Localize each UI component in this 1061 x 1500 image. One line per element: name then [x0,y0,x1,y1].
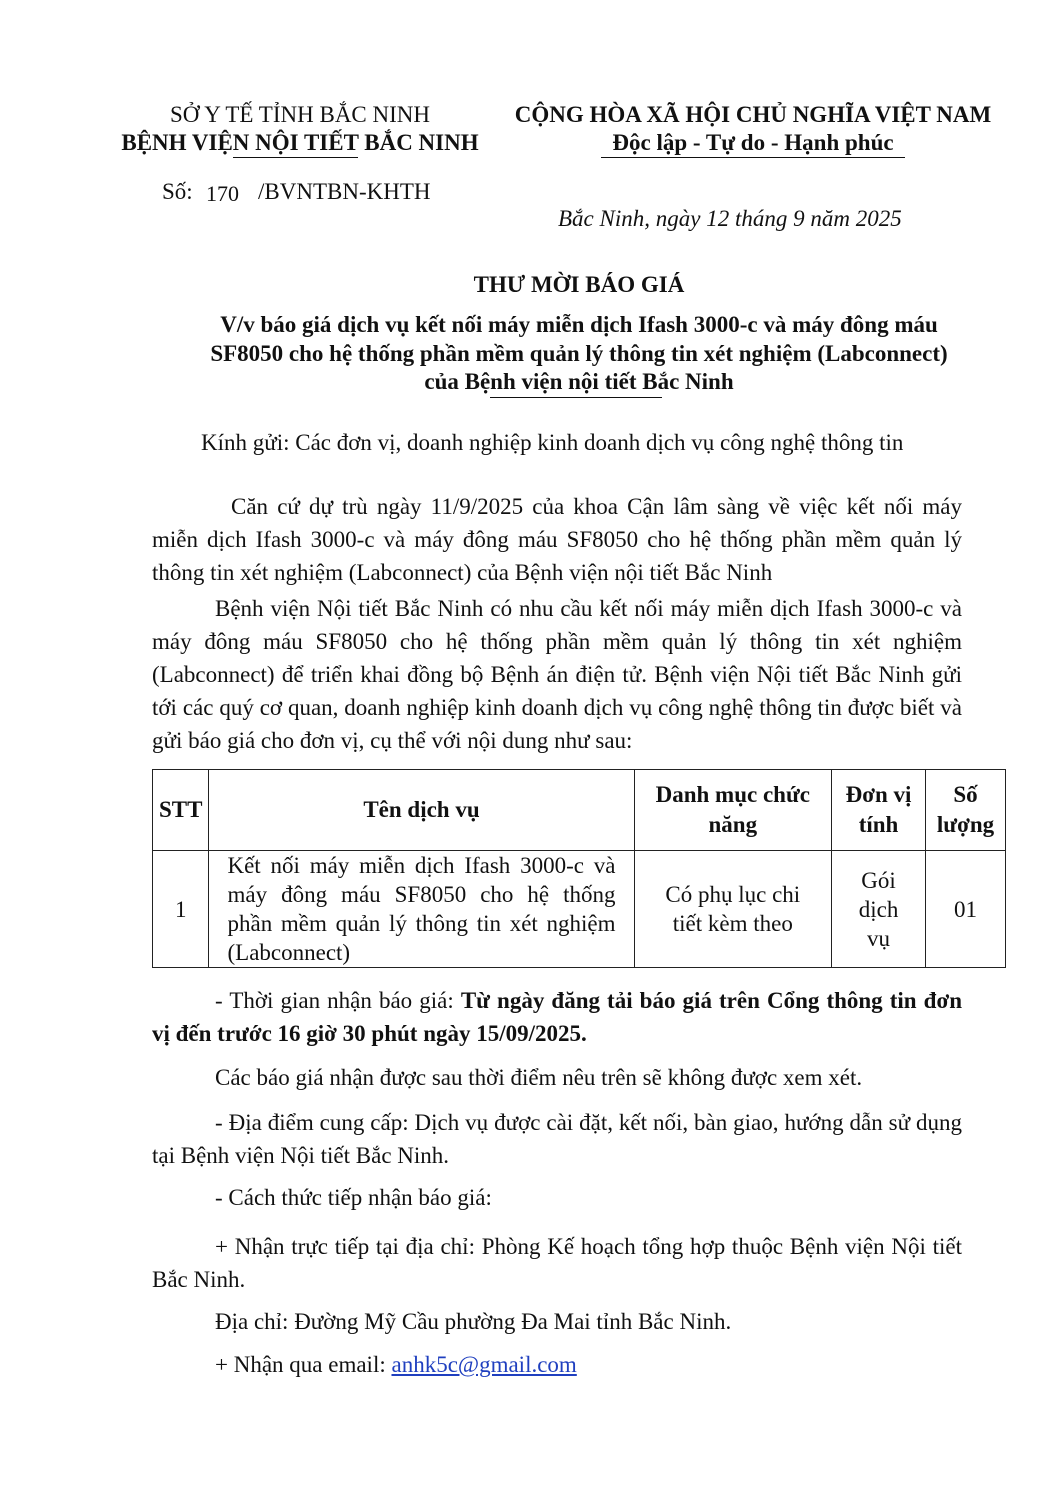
subject-line-3: của Bệnh viện nội tiết Bắc Ninh [424,369,734,394]
title-underline [490,397,662,398]
email-link[interactable]: anhk5c@gmail.com [391,1352,577,1377]
agency-name: SỞ Y TẾ TỈNH BẮC NINH [169,102,431,127]
cell-stt: 1 [153,851,209,968]
subject-line-1: V/v báo giá dịch vụ kết nối máy miễn dịch Ifash 3000-c và máy đông máu [220,312,938,337]
header-unit: Đơn vị tính [832,770,926,851]
hospital-underline [233,157,358,158]
paragraph-basis [152,490,962,589]
doc-number-suffix: /BVNTBN-KHTH [258,179,431,204]
quote-time-line [152,984,962,1050]
email-line [215,1352,577,1378]
doc-number-prefix: Số: [162,179,193,204]
delivery-location [152,1106,962,1172]
document-title: THƯ MỜI BÁO GIÁ [473,272,685,297]
header-service-name: Tên dịch vụ [209,770,634,851]
header-function-list: Danh mục chức năng [634,770,832,851]
hospital-name: BỆNH VIỆN NỘI TIẾT BẮC NINH [121,130,479,155]
header-stt: STT [153,770,209,851]
quote-time [152,984,962,1050]
subject-line-2: SF8050 cho hệ thống phần mềm quản lý thông tin xét nghiệm (Labconnect) [210,341,948,366]
doc-number: 170 [206,181,239,206]
country-name: CỘNG HÒA XÃ HỘI CHỦ NGHĨA VIỆT NAM [514,102,992,127]
recipient: Kính gửi: Các đơn vị, doanh nghiệp kinh doanh dịch vụ công nghệ thông tin [201,430,904,455]
motto-underline [601,157,905,158]
cell-unit: Gói dịch vụ [832,851,926,968]
paragraph-basis-text: Căn cứ dự trù ngày 11/9/2025 của khoa Cận lâm sàng về việc kết nối máy miễn dịch Ifash 3000-c và máy đông máu SF8050 cho hệ thống phần mềm quản lý thông tin xét nghiệm (Labconnect) của Bệnh viện nội tiết Bắc Ninh [152,494,962,585]
direct-receipt [152,1230,962,1296]
cell-quantity: 01 [926,851,1006,968]
date-place: Bắc Ninh, ngày 12 tháng 9 năm 2025 [558,206,902,231]
cell-function-list: Có phụ lục chi tiết kèm theo [634,851,832,968]
delivery-location-text: - Địa điểm cung cấp: Dịch vụ được cài đặt, kết nối, bàn giao, hướng dẫn sử dụng tại Bệnh viện Nội tiết Bắc Ninh. [152,1110,962,1168]
motto: Độc lập - Tự do - Hạnh phúc [612,130,894,155]
address: Địa chỉ: Đường Mỹ Cầu phường Đa Mai tỉnh Bắc Ninh. [215,1309,732,1334]
paragraph-need [152,592,962,757]
header-quantity: Số lượng [926,770,1006,851]
late-note: Các báo giá nhận được sau thời điểm nêu trên sẽ không được xem xét. [215,1065,863,1090]
cell-service-name: Kết nối máy miễn dịch Ifash 3000-c và máy đông máu SF8050 cho hệ thống phần mềm quản lý thông tin xét nghiệm (Labconnect) [209,851,634,968]
service-table [152,769,1006,968]
email-label: + Nhận qua email: [215,1352,392,1377]
method-label: - Cách thức tiếp nhận báo giá: [215,1185,492,1210]
paragraph-need-text: Bệnh viện Nội tiết Bắc Ninh có nhu cầu kết nối máy miễn dịch Ifash 3000-c và máy đông máu SF8050 cho hệ thống phần mềm quản lý thông tin xét nghiệm (Labconnect) để triển khai đồng bộ Bệnh án điện tử. Bệnh viện Nội tiết Bắc Ninh gửi tới các quý cơ quan, doanh nghiệp kinh doanh dịch vụ công nghệ thông tin được biết và gửi báo giá cho đơn vị, cụ thể với nội dung như sau: [152,596,962,753]
table-header-row [153,770,1006,851]
table-row [153,851,1006,968]
direct-receipt-text: + Nhận trực tiếp tại địa chỉ: Phòng Kế hoạch tổng hợp thuộc Bệnh viện Nội tiết Bắc Ninh. [152,1234,962,1292]
quote-time-label: - Thời gian nhận báo giá: [215,988,461,1013]
quote-time-value: Từ ngày đăng tải báo giá trên Cổng thông tin đơn vị đến trước 16 giờ 30 phút ngày 15/09/2025. [152,988,962,1046]
